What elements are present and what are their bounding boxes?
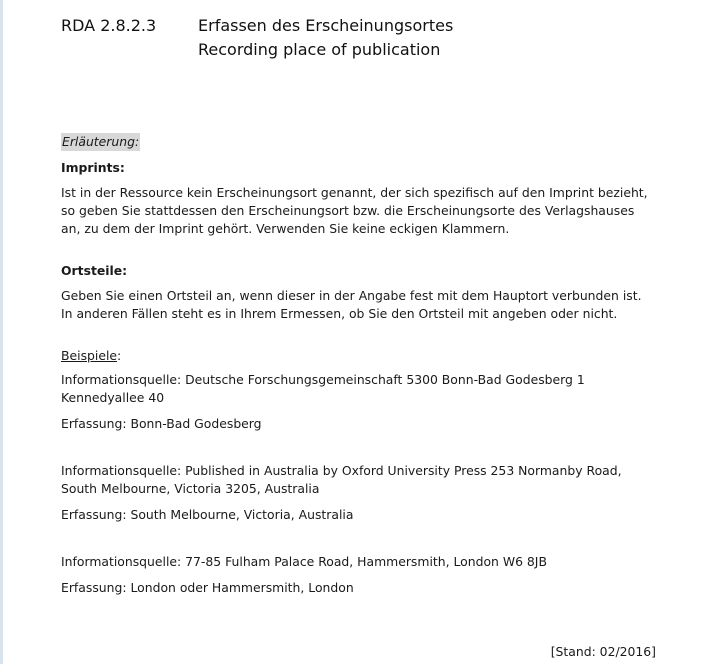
examples-label: Beispiele xyxy=(61,348,118,363)
example-source: Informationsquelle: Deutsche Forschungsgemeinschaft 5300 Bonn-Bad Godesberg 1 Kennedyallee 40 xyxy=(61,372,585,405)
example-item xyxy=(61,462,656,524)
stand-date: [Stand: 02/2016] xyxy=(550,644,656,659)
explanation-row xyxy=(61,133,656,159)
example-result: Erfassung: South Melbourne, Victoria, Australia xyxy=(61,507,354,522)
example-result: Erfassung: London oder Hammersmith, London xyxy=(61,580,354,595)
rule-title-en: Recording place of publication xyxy=(198,40,441,59)
rule-id: RDA 2.8.2.3 xyxy=(61,16,157,35)
spacer xyxy=(61,524,656,553)
examples-label-colon: : xyxy=(117,348,122,363)
example-item xyxy=(61,553,656,597)
section-imprints xyxy=(61,159,656,238)
section-ortsteile xyxy=(61,262,656,323)
example-result: Erfassung: Bonn-Bad Godesberg xyxy=(61,416,262,431)
section-heading: Imprints: xyxy=(61,160,125,175)
example-source: Informationsquelle: Published in Australia by Oxford University Press 253 Normanby Road, South Melbourne, Victoria 3205, Australia xyxy=(61,463,622,496)
example-item xyxy=(61,371,656,433)
spacer xyxy=(61,238,656,262)
spacer xyxy=(61,323,656,347)
explanation-label: Erläuterung: xyxy=(62,134,140,149)
section-heading: Ortsteile: xyxy=(61,263,128,278)
examples-label-row xyxy=(61,347,656,365)
page-left-border xyxy=(0,0,3,664)
section-text: Ist in der Ressource kein Erscheinungsort genannt, der sich spezifisch auf den Imprint bezieht, so geben Sie stattdessen den Erscheinungsort bzw. die Erscheinungsorte des Verlagshauses an, zu dem der Imprint gehört. Verwenden Sie keine eckigen Klammern. xyxy=(61,185,648,236)
spacer xyxy=(61,433,656,462)
example-source: Informationsquelle: 77-85 Fulham Palace Road, Hammersmith, London W6 8JB xyxy=(61,554,547,569)
section-text: Geben Sie einen Ortsteil an, wenn dieser in der Angabe fest mit dem Hauptort verbunden ist. In anderen Fällen steht es in Ihrem Ermessen, ob Sie den Ortsteil mit angeben oder nicht. xyxy=(61,288,642,321)
document-body xyxy=(61,133,656,597)
rule-title-de: Erfassen des Erscheinungsortes xyxy=(198,16,454,35)
